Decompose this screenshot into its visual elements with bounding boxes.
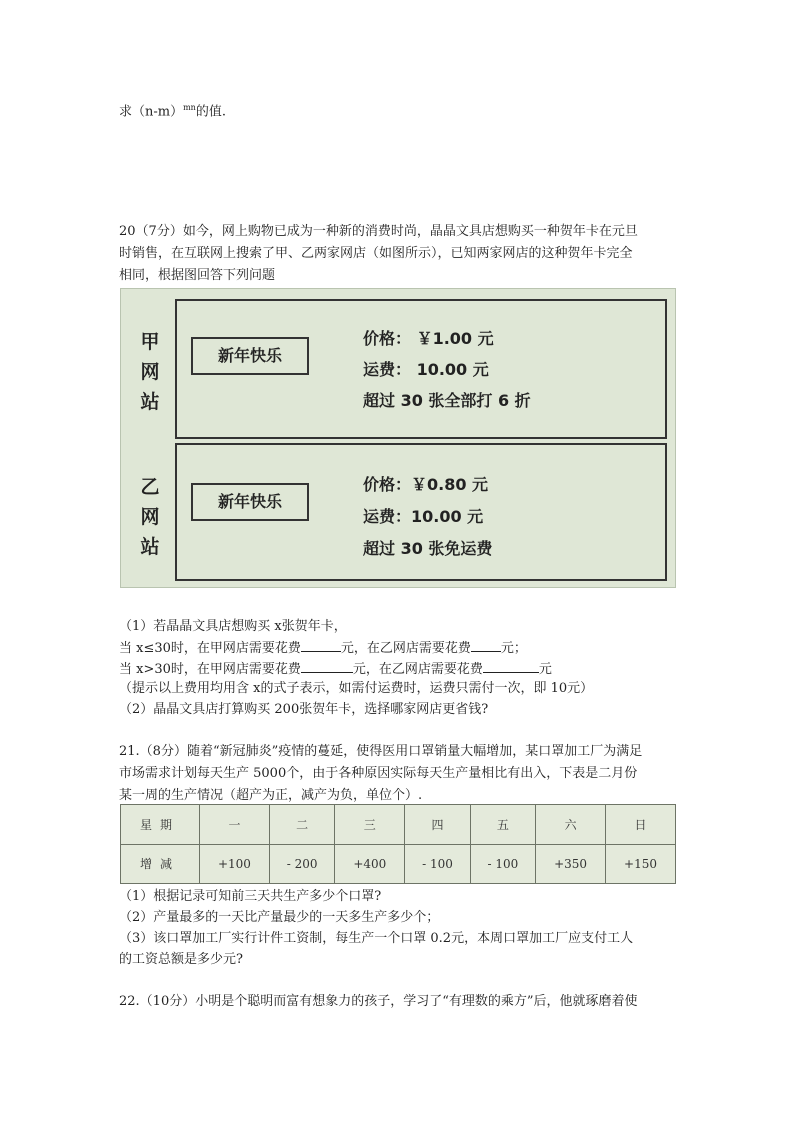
table-cell: - 100 [405, 844, 470, 884]
q21-line-1: 21.（8分）随着“新冠肺炎”疫情的蔓延，使得医用口罩销量大幅增加，某口罩加工厂为满足 [119, 744, 643, 759]
table-row [121, 844, 676, 884]
q20-part-2: （2）晶晶文具店打算购买 200张贺年卡，选择哪家网店更省钱? [119, 702, 489, 717]
row-header-weekday: 星期 [121, 805, 200, 845]
table-cell: 六 [536, 805, 606, 845]
q20-line-2: 时销售，在互联网上搜索了甲、乙两家网店（如图所示），已知两家网店的这种贺年卡完全 [119, 246, 633, 261]
table-cell: 二 [269, 805, 334, 845]
row-header-change: 增减 [121, 844, 200, 884]
website-comparison-figure [120, 288, 676, 588]
table-cell: 一 [200, 805, 270, 845]
answer-blank[interactable] [301, 658, 353, 673]
q21-line-2: 市场需求计划每天生产 5000个，由于各种原因实际每天生产量相比有出入，下表是二月份 [119, 766, 638, 781]
site-a-box [175, 299, 667, 439]
table-cell: 四 [405, 805, 470, 845]
answer-blank[interactable] [301, 637, 341, 652]
table-cell: - 200 [269, 844, 334, 884]
site-a-label: 甲 网 站 [140, 331, 160, 413]
q20-case-le-30: 当 x≤30时，在甲网店需要花费 元，在乙网店需要花费 元； [119, 637, 527, 659]
site-a-price: 价格： ￥1.00 元 [363, 329, 494, 348]
site-b-shipping: 运费：10.00 元 [363, 507, 484, 526]
table-row [121, 805, 676, 845]
table-cell: - 100 [470, 844, 535, 884]
table-cell: 三 [335, 805, 405, 845]
q21-part-3-cont: 的工资总额是多少元? [119, 952, 243, 967]
table-cell: +100 [200, 844, 270, 884]
q20-case-gt-30: 当 x>30时，在甲网店需要花费 元，在乙网店需要花费 元 [119, 658, 552, 680]
site-a-offer: 超过 30 张全部打 6 折 [363, 391, 531, 410]
q22-line-1: 22.（10分）小明是个聪明而富有想象力的孩子，学习了“有理数的乘方”后，他就琢磨着使 [119, 994, 638, 1009]
table-cell: +150 [606, 844, 676, 884]
site-b-card: 新年快乐 [191, 483, 309, 521]
q21-part-3: （3）该口罩加工厂实行计件工资制，每生产一个口罩 0.2元，本周口罩加工厂应支付工人 [119, 931, 634, 946]
q19-tail: 求$(n-m)^{mn}$的值. [119, 103, 226, 120]
site-b-box [175, 443, 667, 581]
site-a-shipping: 运费： 10.00 元 [363, 360, 489, 379]
q21-part-1: （1）根据记录可知前三天共生产多少个口罩? [119, 889, 382, 904]
q20-hint: （提示以上费用均用含 x的式子表示，如需付运费时，运费只需付一次，即 10元） [119, 681, 594, 696]
site-b-price: 价格：￥0.80 元 [363, 475, 489, 494]
answer-blank[interactable] [471, 637, 501, 652]
table-cell: +400 [335, 844, 405, 884]
q20-line-1: 20（7分）如今，网上购物已成为一种新的消费时尚，晶晶文具店想购买一种贺年卡在元旦 [119, 224, 638, 239]
q20-part-1: （1）若晶晶文具店想购买 x张贺年卡， [119, 619, 347, 634]
q20-line-3: 相同，根据图回答下列问题 [119, 268, 276, 283]
table-cell: 五 [470, 805, 535, 845]
answer-blank[interactable] [483, 658, 539, 673]
table-cell: +350 [536, 844, 606, 884]
production-table [120, 804, 676, 884]
site-b-offer: 超过 30 张免运费 [363, 539, 493, 558]
site-b-label: 乙 网 站 [140, 476, 160, 558]
site-a-card: 新年快乐 [191, 337, 309, 375]
exponent: mn [183, 103, 196, 112]
table-cell: 日 [606, 805, 676, 845]
q21-part-2: （2）产量最多的一天比产量最少的一天多生产多少个； [119, 910, 440, 925]
q21-line-3: 某一周的生产情况（超产为正，减产为负，单位个）. [119, 788, 423, 803]
